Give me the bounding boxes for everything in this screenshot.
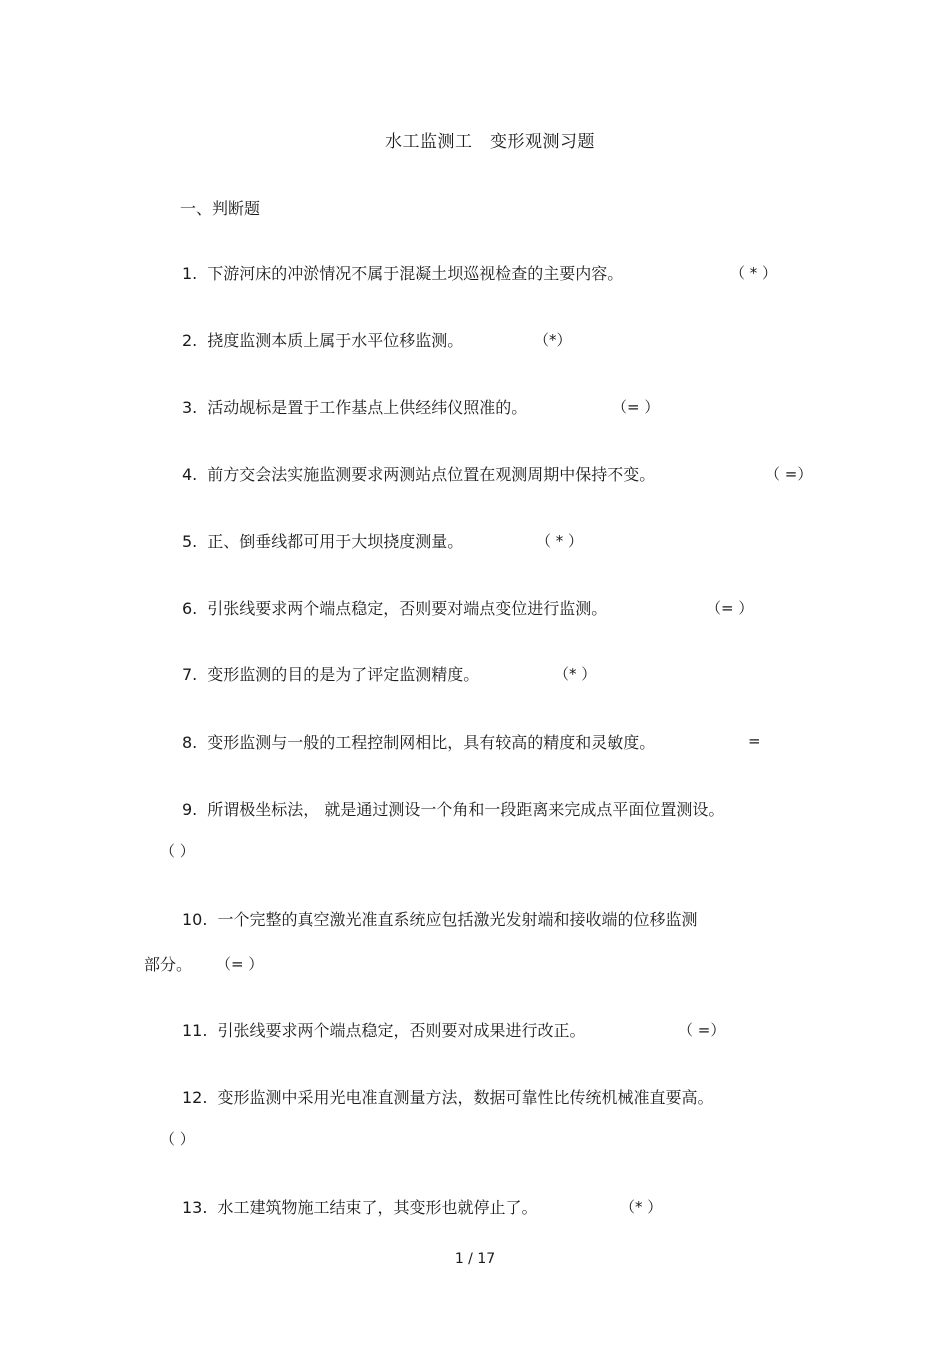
question-answer: （= ）	[612, 398, 660, 416]
question-number: 9.	[182, 800, 198, 819]
question-number: 10.	[182, 910, 208, 929]
question-answer: （ ）	[160, 842, 195, 860]
question-text: 活动觇标是置于工作基点上供经纬仪照准的。	[207, 398, 528, 417]
question-item	[182, 596, 607, 619]
question-answer: =	[748, 732, 761, 750]
question-answer: （ =）	[678, 1021, 726, 1039]
question-number: 1.	[182, 264, 198, 283]
question-item	[182, 662, 479, 685]
question-text: 引张线要求两个端点稳定，否则要对成果进行改正。	[217, 1021, 586, 1040]
question-text: 引张线要求两个端点稳定，否则要对端点变位进行监测。	[207, 599, 608, 618]
question-item	[182, 328, 463, 351]
question-item	[182, 1018, 585, 1041]
question-answer: （* ）	[554, 665, 597, 683]
question-text: 正、倒垂线都可用于大坝挠度测量。	[207, 532, 464, 551]
question-answer: （= ）	[706, 599, 754, 617]
question-number: 13.	[182, 1198, 208, 1217]
question-text: 一个完整的真空激光准直系统应包括激光发射端和接收端的位移监测	[217, 910, 698, 929]
question-text: 变形监测的目的是为了评定监测精度。	[207, 665, 480, 684]
question-number: 8.	[182, 733, 198, 752]
question-item	[182, 261, 623, 284]
question-number: 6.	[182, 599, 198, 618]
question-answer: （* ）	[620, 1198, 663, 1216]
question-number: 11.	[182, 1021, 208, 1040]
question-answer: （= ）	[216, 955, 264, 973]
question-answer: （ * ）	[536, 532, 584, 550]
question-continuation: 部分。	[144, 955, 193, 974]
question-item	[182, 462, 655, 485]
page-title: 水工监测工 变形观测习题	[385, 132, 595, 152]
question-answer: （ =）	[765, 465, 813, 483]
question-item	[182, 395, 527, 418]
question-text: 前方交会法实施监测要求两测站点位置在观测周期中保持不变。	[207, 465, 656, 484]
question-number: 4.	[182, 465, 198, 484]
question-text: 变形监测与一般的工程控制网相比，具有较高的精度和灵敏度。	[207, 733, 656, 752]
question-item	[182, 730, 655, 753]
question-item	[182, 529, 463, 552]
question-answer: （ ）	[160, 1130, 195, 1148]
page-number: 1 / 17	[454, 1251, 496, 1267]
question-number: 3.	[182, 398, 198, 417]
question-text: 挠度监测本质上属于水平位移监测。	[207, 331, 464, 350]
question-number: 2.	[182, 331, 198, 350]
question-item	[182, 797, 724, 820]
question-text: 水工建筑物施工结束了，其变形也就停止了。	[217, 1198, 538, 1217]
question-number: 7.	[182, 665, 198, 684]
question-number: 12.	[182, 1088, 208, 1107]
question-text: 变形监测中采用光电准直测量方法，数据可靠性比传统机械准直要高。	[217, 1088, 714, 1107]
question-number: 5.	[182, 532, 198, 551]
question-text: 下游河床的冲淤情况不属于混凝土坝巡视检查的主要内容。	[207, 264, 624, 283]
question-text: 所谓极坐标法， 就是通过测设一个角和一段距离来完成点平面位置测设。	[207, 800, 725, 819]
question-answer: （*）	[534, 331, 572, 349]
question-answer: （ * ）	[730, 264, 778, 282]
question-item	[182, 907, 697, 930]
question-item	[182, 1195, 537, 1218]
question-item	[182, 1085, 713, 1108]
section-heading: 一、判断题	[180, 199, 261, 218]
